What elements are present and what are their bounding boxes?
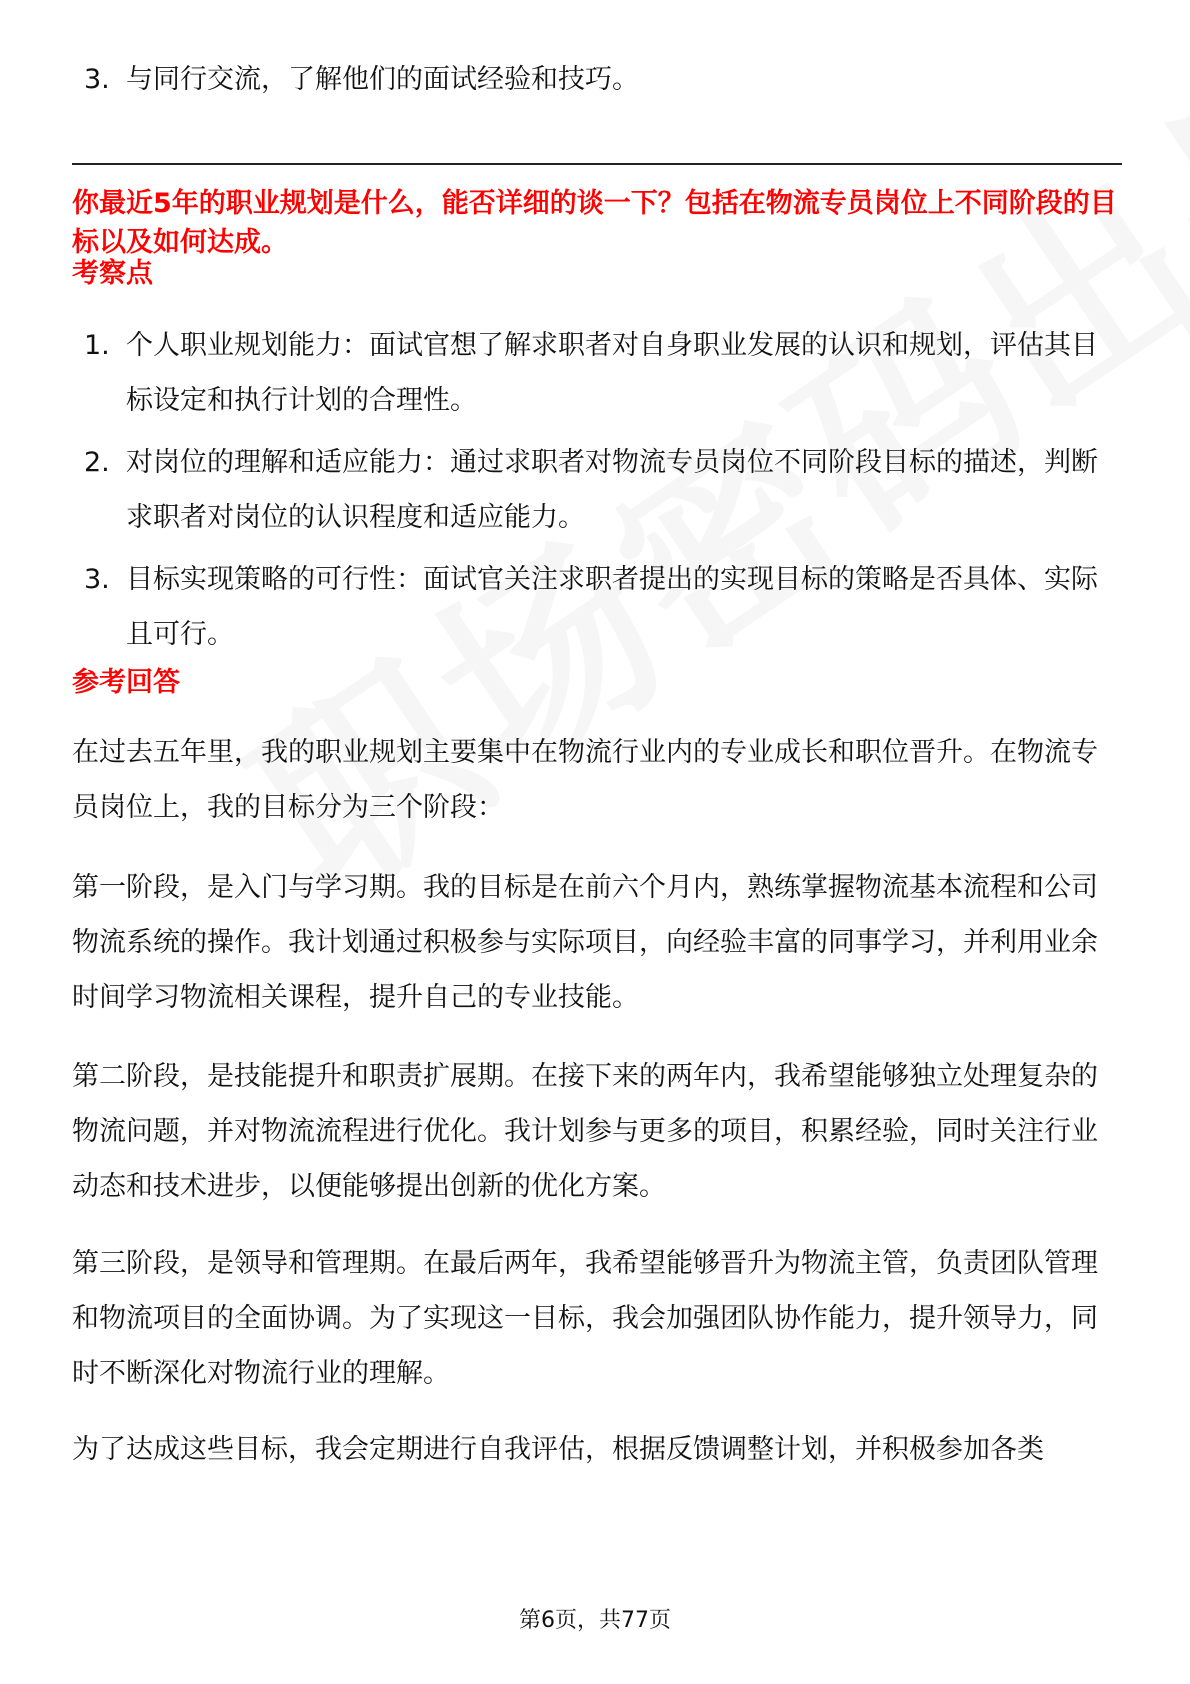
assessment-title: 考察点: [72, 258, 153, 289]
answer-paragraph: 为了达成这些目标，我会定期进行自我评估，根据反馈调整计划，并积极参加各类: [72, 1434, 1044, 1465]
answer-title: 参考回答: [72, 667, 180, 698]
list-text: 与同行交流，了解他们的面试经验和技巧。: [126, 64, 639, 95]
section-divider: [72, 163, 1122, 165]
list-number: 3.: [84, 564, 110, 595]
list-text: 个人职业规划能力：面试官想了解求职者对自身职业发展的认识和规划，评估其目标设定和执行计划的合理性。: [126, 330, 1098, 416]
answer-paragraph: 第一阶段，是入门与学习期。我的目标是在前六个月内，熟练掌握物流基本流程和公司物流系统的操作。我计划通过积极参与实际项目，向经验丰富的同事学习，并利用业余时间学习物流相关课程，提升自己的专业技能。: [72, 872, 1098, 1013]
list-item: [84, 552, 1122, 662]
assessment-list: [84, 318, 1122, 669]
list-text: 对岗位的理解和适应能力：通过求职者对物流专员岗位不同阶段目标的描述，判断求职者对岗位的认识程度和适应能力。: [126, 447, 1098, 533]
list-item: [84, 318, 1122, 428]
list-number: 3.: [84, 64, 110, 95]
page-footer: 第6页，共77页: [519, 1608, 671, 1633]
list-text: 目标实现策略的可行性：面试官关注求职者提出的实现目标的策略是否具体、实际且可行。: [126, 564, 1098, 650]
answer-paragraph: 第三阶段，是领导和管理期。在最后两年，我希望能够晋升为物流主管，负责团队管理和物流项目的全面协调。为了实现这一目标，我会加强团队协作能力，提升领导力，同时不断深化对物流行业的理解。: [72, 1248, 1098, 1389]
question-heading: 你最近5年的职业规划是什么，能否详细的谈一下？包括在物流专员岗位上不同阶段的目标以及如何达成。: [72, 188, 1117, 258]
answer-paragraph: 第二阶段，是技能提升和职责扩展期。在接下来的两年内，我希望能够独立处理复杂的物流问题，并对物流流程进行优化。我计划参与更多的项目，积累经验，同时关注行业动态和技术进步，以便能够提出创新的优化方案。: [72, 1061, 1098, 1202]
list-number: 1.: [84, 330, 110, 361]
previous-list-item: [84, 60, 639, 100]
list-number: 2.: [84, 447, 110, 478]
list-item: [84, 435, 1122, 545]
answer-paragraph: 在过去五年里，我的职业规划主要集中在物流行业内的专业成长和职位晋升。在物流专员岗位上，我的目标分为三个阶段：: [72, 737, 1098, 823]
